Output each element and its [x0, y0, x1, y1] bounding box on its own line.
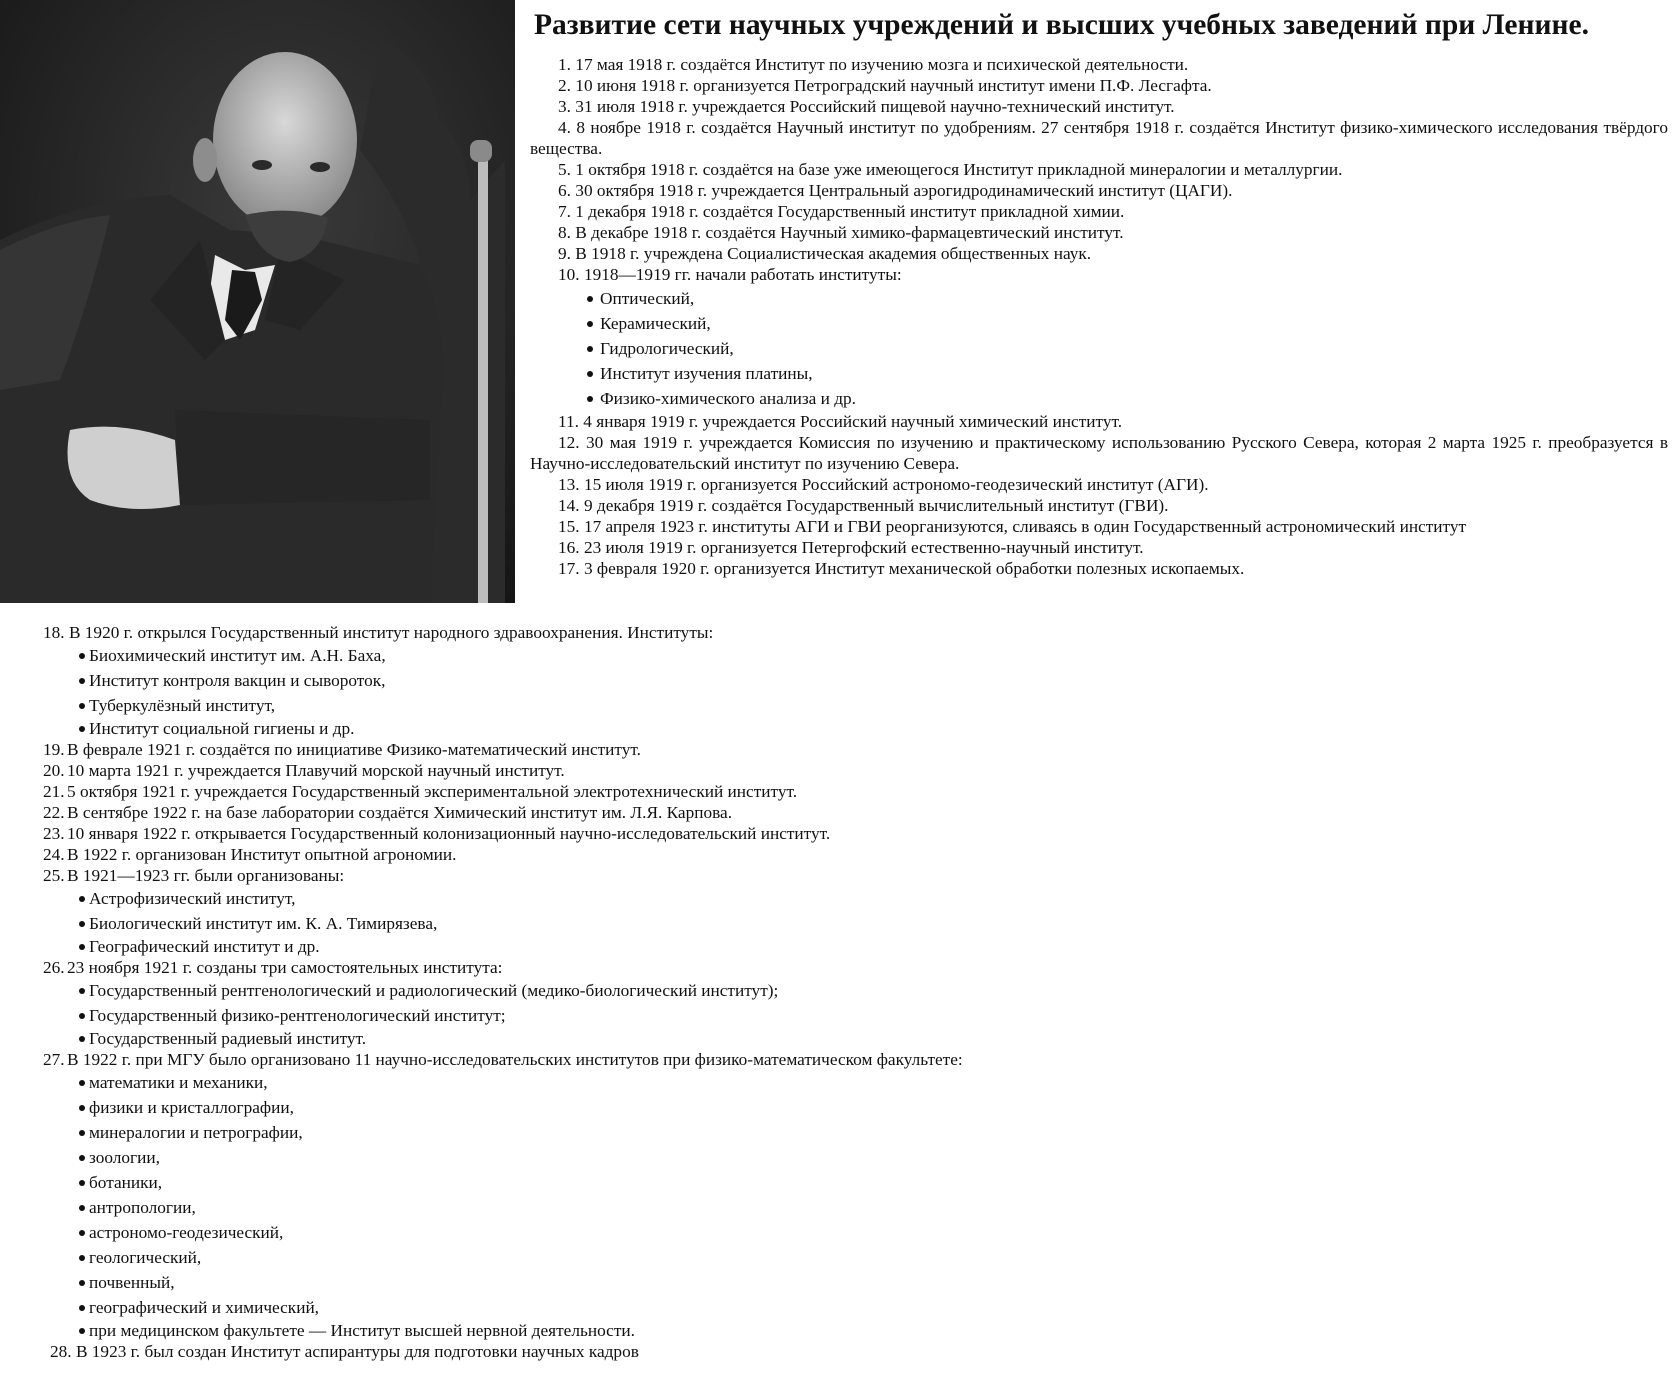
- bullet-item: Институт изучения платины,: [530, 361, 1668, 386]
- bullet-icon: [79, 944, 85, 950]
- bullet-icon: [79, 1230, 85, 1236]
- list-item: 8. В декабре 1918 г. создаётся Научный химико-фармацевтический институт.: [558, 223, 1124, 242]
- bullet-icon: [79, 1205, 85, 1211]
- bullet-item: физики и кристаллографии,: [43, 1095, 1143, 1120]
- list-item: 7. 1 декабря 1918 г. создаётся Государственный институт прикладной химии.: [558, 202, 1125, 221]
- list-item: 22. В сентябре 1922 г. на базе лаборатории создаётся Химический институт им. Л.Я. Карпова.: [43, 803, 733, 822]
- bullet-icon: [79, 896, 85, 902]
- bullet-icon: [79, 921, 85, 927]
- bullet-item: Государственный физико-рентгенологический институт;: [43, 1003, 1143, 1028]
- bullet-icon: [79, 653, 85, 659]
- bullet-item: Физико-химического анализа и др.: [530, 386, 1668, 411]
- bullet-icon: [79, 1305, 85, 1311]
- list-item: 14. 9 декабря 1919 г. создаётся Государственный вычислительный институт (ГВИ).: [558, 496, 1169, 515]
- list-item: 18. В 1920 г. открылся Государственный институт народного здравоохранения. Институты:: [43, 623, 714, 642]
- bullet-list: [43, 978, 1143, 1049]
- bullet-icon: [79, 988, 85, 994]
- bullet-icon: [79, 1180, 85, 1186]
- bullet-list: [43, 643, 1143, 739]
- list-item: 9. В 1918 г. учреждена Социалистическая академия общественных наук.: [558, 244, 1092, 263]
- bullet-icon: [79, 678, 85, 684]
- bullet-item: Географический институт и др.: [43, 936, 1143, 957]
- bullet-item: антропологии,: [43, 1195, 1143, 1220]
- bullet-icon: [79, 726, 85, 732]
- bullet-item: Биохимический институт им. А.Н. Баха,: [43, 643, 1143, 668]
- bullet-icon: [587, 396, 593, 402]
- list-item: 1. 17 мая 1918 г. создаётся Институт по изучению мозга и психической деятельности.: [558, 55, 1189, 74]
- top-list: [530, 54, 1668, 579]
- bullet-icon: [79, 1105, 85, 1111]
- list-item: 25. В 1921—1923 гг. были организованы:: [43, 866, 345, 885]
- bullet-icon: [587, 346, 593, 352]
- list-item: 24. В 1922 г. организован Институт опытной агрономии.: [43, 845, 457, 864]
- bullet-list: [43, 1070, 1143, 1341]
- bullet-item: Биологический институт им. К. А. Тимирязева,: [43, 911, 1143, 936]
- list-item: 2. 10 июня 1918 г. организуется Петроградский научный институт имени П.Ф. Лесгафта.: [558, 76, 1212, 95]
- bullet-item: Государственный радиевый институт.: [43, 1028, 1143, 1049]
- list-item: 23. 10 января 1922 г. открывается Государственный колонизационный научно-исследовательский институт.: [43, 824, 831, 843]
- list-item: 3. 31 июля 1918 г. учреждается Российский пищевой научно-технический институт.: [558, 97, 1175, 116]
- bottom-list: [43, 622, 1143, 1362]
- bullet-item: Государственный рентгенологический и радиологический (медико-биологический институт);: [43, 978, 1143, 1003]
- bullet-item: Астрофизический институт,: [43, 886, 1143, 911]
- portrait-photo: [0, 0, 515, 603]
- list-item: 6. 30 октября 1918 г. учреждается Центральный аэрогидродинамический институт (ЦАГИ).: [558, 181, 1233, 200]
- bullet-item: Гидрологический,: [530, 336, 1668, 361]
- list-item: 16. 23 июля 1919 г. организуется Петергофский естественно-научный институт.: [558, 538, 1144, 557]
- list-item: 4. 8 ноябре 1918 г. создаётся Научный институт по удобрениям. 27 сентября 1918 г. создаётся Институт физико-химического исследования твёрдого вещества.: [530, 118, 1668, 158]
- list-item: 27. В 1922 г. при МГУ было организовано 11 научно-исследовательских институтов при физико-математическом факультете:: [43, 1050, 963, 1069]
- bullet-icon: [79, 1036, 85, 1042]
- list-item: 10. 1918—1919 гг. начали работать институты:: [558, 265, 902, 284]
- list-item: 28. В 1923 г. был создан Институт аспирантуры для подготовки научных кадров: [50, 1342, 639, 1361]
- bullet-item: географический и химический,: [43, 1295, 1143, 1320]
- list-item: 19. В феврале 1921 г. создаётся по инициативе Физико-математический институт.: [43, 740, 641, 759]
- page-title: Развитие сети научных учреждений и высших учебных заведений при Ленине.: [534, 9, 1589, 41]
- list-item: 11. 4 января 1919 г. учреждается Российский научный химический институт.: [558, 412, 1123, 431]
- bullet-icon: [79, 1080, 85, 1086]
- bullet-item: астрономо-геодезический,: [43, 1220, 1143, 1245]
- bullet-icon: [79, 1280, 85, 1286]
- bullet-list: [43, 886, 1143, 957]
- bullet-item: при медицинском факультете — Институт высшей нервной деятельности.: [43, 1320, 1143, 1341]
- bullet-icon: [587, 321, 593, 327]
- bullet-icon: [79, 1130, 85, 1136]
- list-item: 17. 3 февраля 1920 г. организуется Институт механической обработки полезных ископаемых.: [558, 559, 1245, 578]
- bullet-item: минералогии и петрографии,: [43, 1120, 1143, 1145]
- bullet-item: Институт социальной гигиены и др.: [43, 718, 1143, 739]
- bullet-list: [530, 286, 1668, 411]
- bullet-item: геологический,: [43, 1245, 1143, 1270]
- bullet-icon: [79, 703, 85, 709]
- bullet-icon: [587, 296, 593, 302]
- list-item: 13. 15 июля 1919 г. организуется Российский астрономо-геодезический институт (АГИ).: [558, 475, 1209, 494]
- list-item: 12. 30 мая 1919 г. учреждается Комиссия по изучению и практическому использованию Русского Севера, которая 2 марта 1925 г. преобразуется в Научно-исследовательский институт по изучению Севера.: [530, 433, 1668, 473]
- bullet-item: математики и механики,: [43, 1070, 1143, 1095]
- list-item: 15. 17 апреля 1923 г. институты АГИ и ГВИ реорганизуются, сливаясь в один Государственный астрономический институт: [558, 517, 1467, 536]
- list-item: 5. 1 октября 1918 г. создаётся на базе уже имеющегося Институт прикладной минералогии и металлургии.: [558, 160, 1343, 179]
- bullet-icon: [79, 1328, 85, 1334]
- bullet-item: Туберкулёзный институт,: [43, 693, 1143, 718]
- bullet-item: почвенный,: [43, 1270, 1143, 1295]
- bullet-item: Институт контроля вакцин и сывороток,: [43, 668, 1143, 693]
- bullet-item: Оптический,: [530, 286, 1668, 311]
- bullet-item: ботаники,: [43, 1170, 1143, 1195]
- bullet-icon: [79, 1013, 85, 1019]
- list-item: 26. 23 ноября 1921 г. созданы три самостоятельных института:: [43, 958, 503, 977]
- list-item: 21. 5 октября 1921 г. учреждается Государственный экспериментальной электротехнический институт.: [43, 782, 798, 801]
- list-item: 20. 10 марта 1921 г. учреждается Плавучий морской научный институт.: [43, 761, 565, 780]
- bullet-icon: [79, 1155, 85, 1161]
- bullet-item: зоологии,: [43, 1145, 1143, 1170]
- bullet-item: Керамический,: [530, 311, 1668, 336]
- bullet-icon: [587, 371, 593, 377]
- bullet-icon: [79, 1255, 85, 1261]
